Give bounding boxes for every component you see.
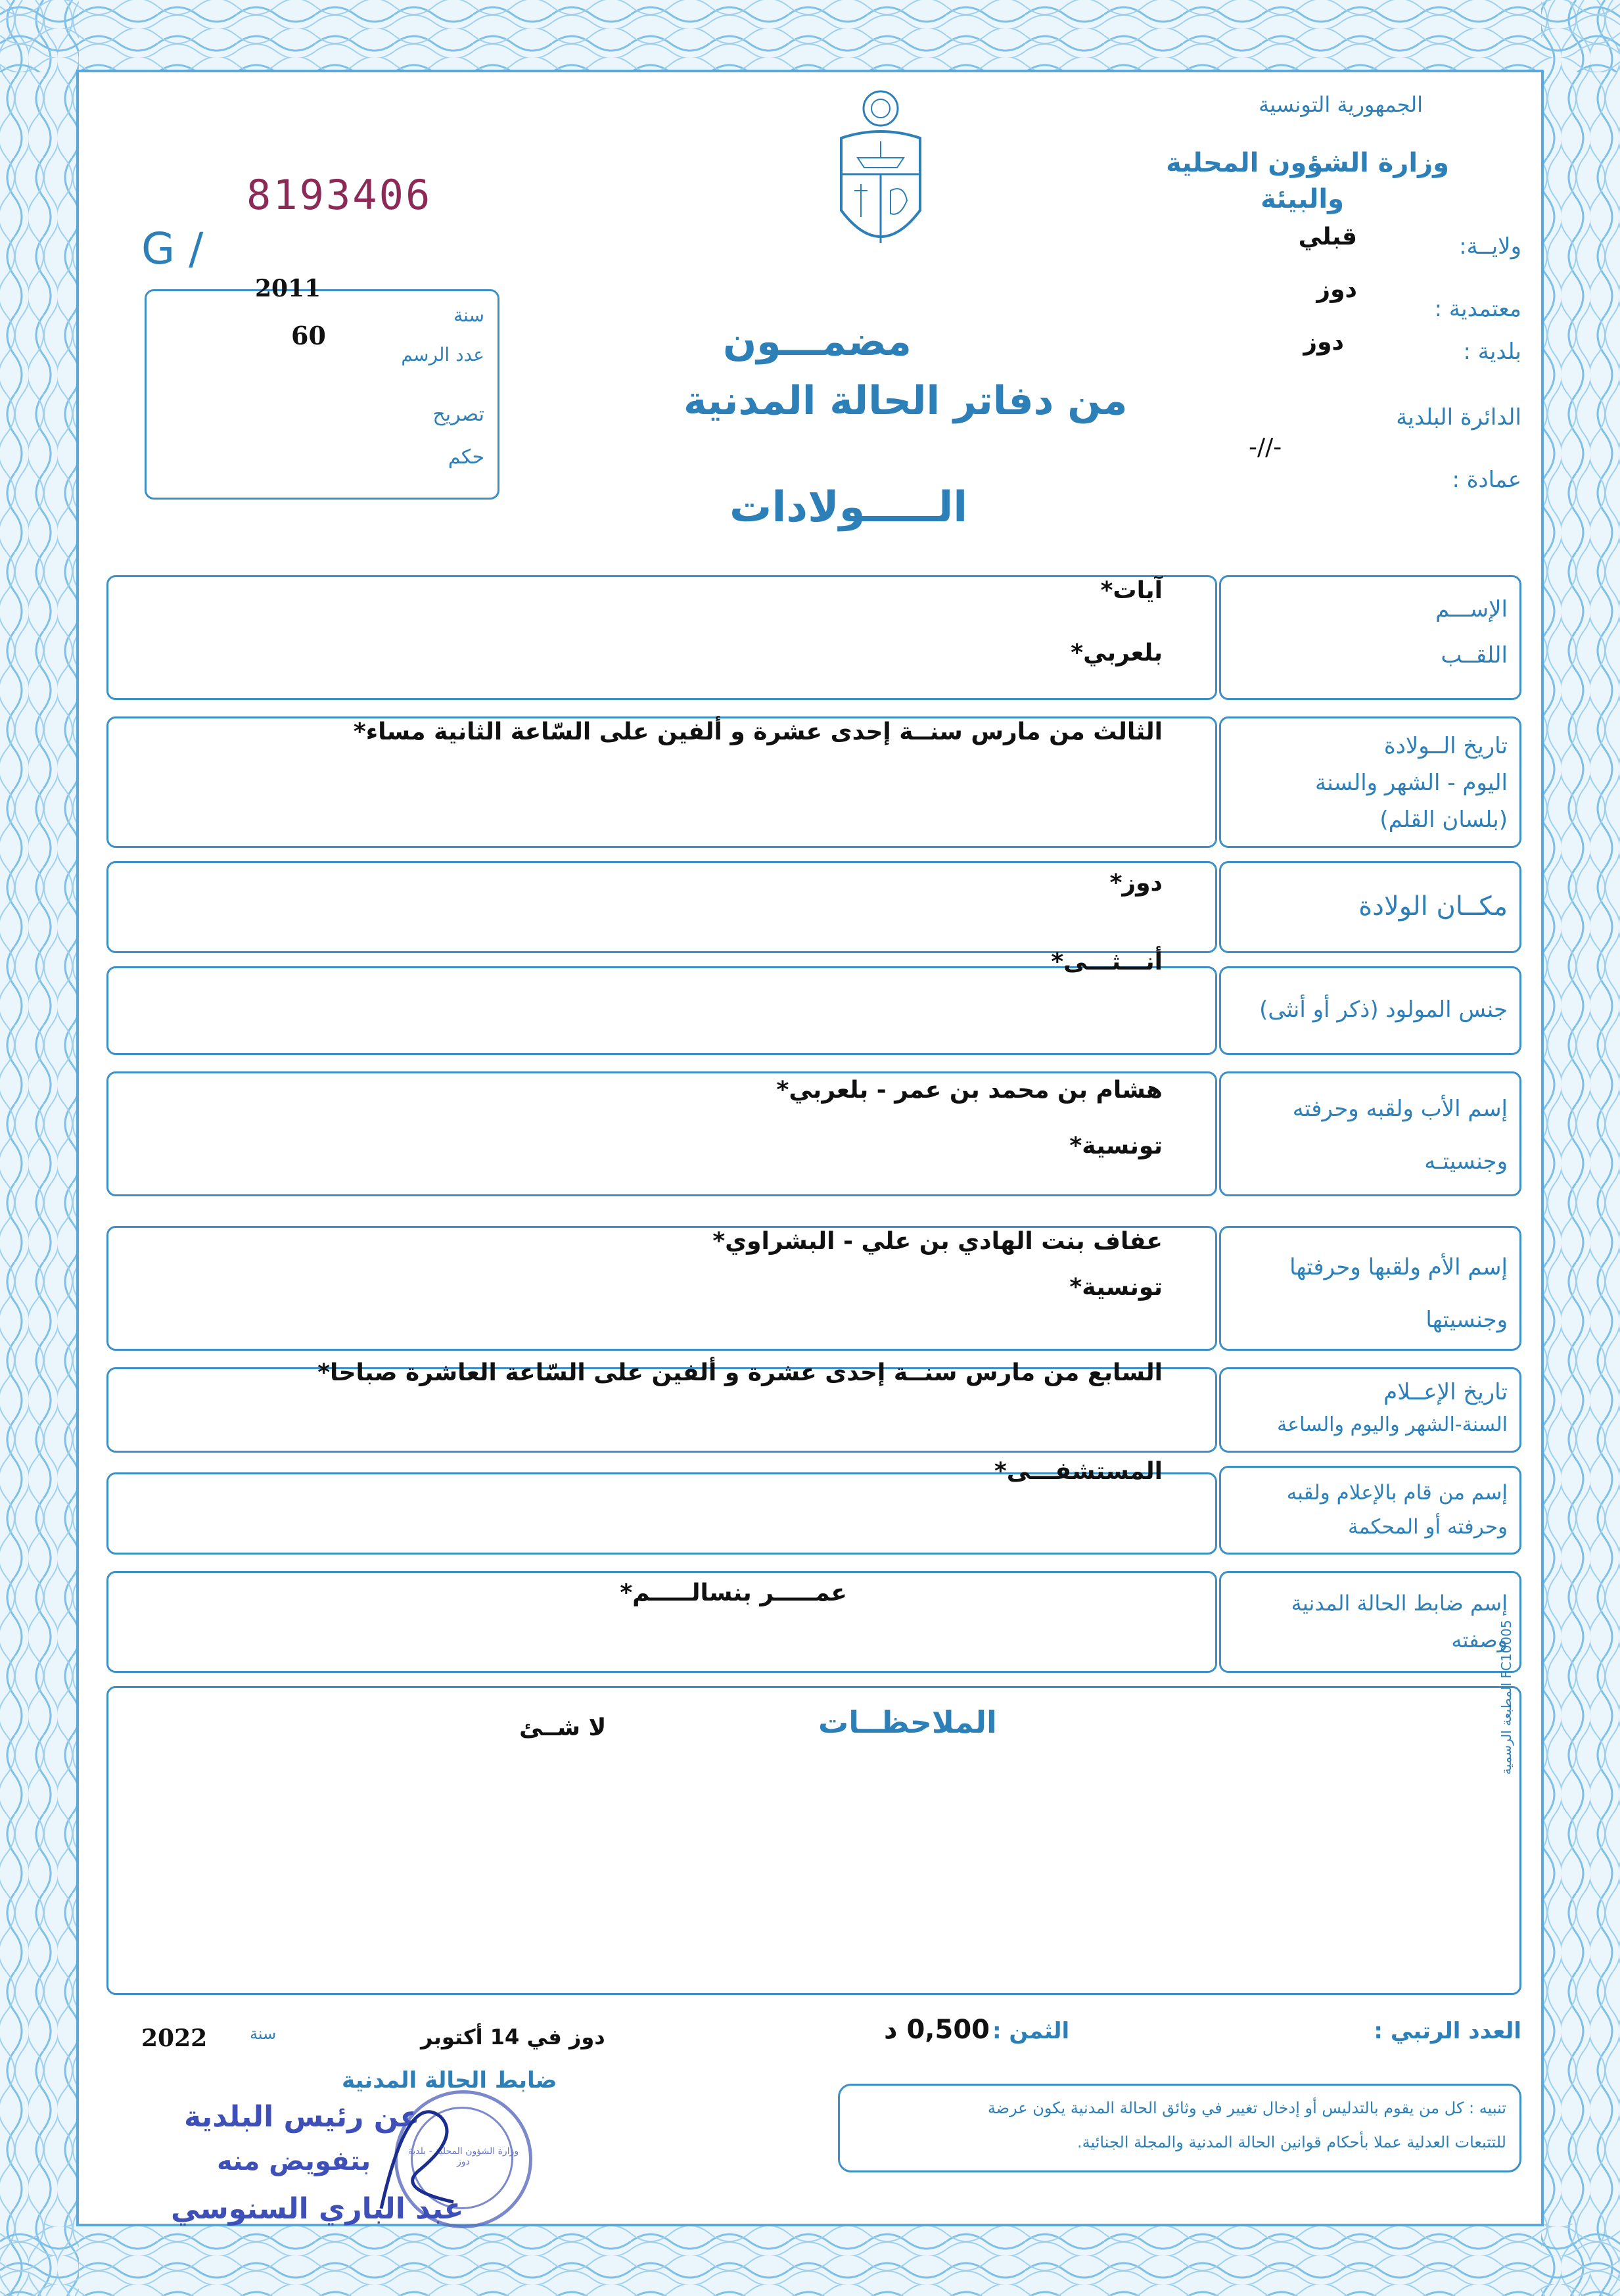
value-box-declaration-date bbox=[106, 1359, 1217, 1453]
serial-number: 8193406 bbox=[246, 171, 432, 219]
label-father-nationality: وجنسيتـه bbox=[1424, 1148, 1508, 1175]
mutamadiya-label: معتمدية : bbox=[1434, 296, 1521, 322]
wilaya-label: ولايــة: bbox=[1459, 233, 1521, 260]
side-print: المطبعة الرسمية FC10005 bbox=[1498, 1620, 1514, 1775]
wilaya-value: قبلي bbox=[1298, 223, 1357, 250]
value-surname: بلعربي* bbox=[1071, 640, 1163, 667]
label-box-father bbox=[1219, 1071, 1521, 1196]
label-box-declarant bbox=[1219, 1466, 1521, 1555]
stamp-line3: عبد الباري السنوسي bbox=[171, 2192, 464, 2226]
label-box-birth-place bbox=[1219, 861, 1521, 953]
notice-line1: تنبيه : كل من يقوم بالتدليس أو إدخال تغيير في وثائق الحالة المدنية يكون عرضة bbox=[987, 2099, 1506, 2117]
value-mother: عفاف بنت الهادي بن علي - البشراوي* bbox=[712, 1228, 1163, 1255]
value-box-father bbox=[106, 1071, 1217, 1196]
label-box-sex bbox=[1219, 966, 1521, 1055]
label-box-officer bbox=[1219, 1571, 1521, 1673]
footer-serial-label: العدد الرتبي : bbox=[1374, 2018, 1521, 2044]
reg-year-label: سنة bbox=[453, 304, 484, 326]
reg-number-value: 60 bbox=[291, 321, 326, 350]
label-box-declaration-date bbox=[1219, 1367, 1521, 1453]
mutamadiya-value: دوز bbox=[1316, 276, 1357, 303]
value-declaration-date: السابع من مارس سنــة إحدى عشرة و ألفين على السّاعة العاشرة صباحا* bbox=[317, 1359, 1163, 1386]
value-father-nationality: تونسية* bbox=[1069, 1133, 1163, 1160]
label-birth-place: مكــان الولادة bbox=[1358, 891, 1508, 922]
seal-text: وزارة الشؤون المحلية - بلدية دوز bbox=[407, 2146, 519, 2167]
label-birth-date-sub: اليوم - الشهر والسنة bbox=[1315, 770, 1508, 796]
label-officer: إسم ضابط الحالة المدنية bbox=[1291, 1591, 1508, 1616]
label-surname: اللقــب bbox=[1441, 642, 1508, 668]
label-declarant: إسم من قام بالإعلام ولقبه bbox=[1286, 1481, 1508, 1505]
title-line2: من دفاتر الحالة المدنية bbox=[683, 378, 1128, 424]
value-birth-date: الثالث من مارس سنــة إحدى عشرة و ألفين على السّاعة الثانية مساء* bbox=[353, 718, 1163, 745]
stamp-line2: بتفويض منه bbox=[217, 2146, 371, 2176]
footer-officer-title: ضابط الحالة المدنية bbox=[342, 2067, 557, 2094]
reg-year-value: 2011 bbox=[255, 275, 321, 302]
daira-value: -//- bbox=[1249, 434, 1282, 461]
label-birth-date: تاريخ الــولادة bbox=[1383, 733, 1508, 759]
notice-box bbox=[838, 2084, 1521, 2172]
value-mother-nationality: تونسية* bbox=[1069, 1274, 1163, 1301]
footer-place-date: دوز في 14 أكتوبر bbox=[421, 2025, 605, 2050]
remarks-label: الملاحظــات bbox=[818, 1704, 997, 1740]
label-name: الإســـم bbox=[1435, 596, 1508, 622]
coat-of-arms-icon bbox=[822, 85, 940, 269]
footer-price-label: الثمن : bbox=[992, 2018, 1070, 2044]
registration-box bbox=[145, 275, 499, 500]
daira-label: الدائرة البلدية bbox=[1396, 404, 1521, 431]
value-box-birth-place bbox=[106, 861, 1217, 953]
handwritten-signature bbox=[368, 2077, 473, 2222]
remarks-value: لا شــئ bbox=[519, 1714, 607, 1741]
value-officer: عمـــــر بنسالـــــم* bbox=[620, 1580, 847, 1606]
label-box-mother bbox=[1219, 1226, 1521, 1351]
label-declarant-sub: وحرفته أو المحكمة bbox=[1348, 1515, 1508, 1539]
value-box-declarant bbox=[106, 1458, 1217, 1555]
value-sex: أنـــثـــى* bbox=[1051, 949, 1163, 975]
value-declarant: المستشفـــى* bbox=[994, 1458, 1163, 1485]
value-box-birth-date bbox=[106, 716, 1217, 848]
notice-line2: للتتبعات العدلية عملا بأحكام قوانين الحالة المدنية والمجلة الجنائية. bbox=[1077, 2133, 1506, 2151]
label-box-birth-date bbox=[1219, 716, 1521, 848]
reg-number-label: عدد الرسم bbox=[401, 344, 484, 365]
value-first-name: آيات* bbox=[1100, 577, 1163, 604]
ministry-line1: وزارة الشؤون المحلية bbox=[1166, 148, 1449, 178]
label-birth-date-note: (بلسان القلم) bbox=[1379, 807, 1508, 833]
label-declaration-date-sub: السنة-الشهر واليوم والساعة bbox=[1277, 1413, 1508, 1436]
declaration-label: تصريح bbox=[432, 403, 484, 426]
value-box-name bbox=[106, 575, 1217, 700]
label-box-name bbox=[1219, 575, 1521, 700]
stamp-line1: عن رئيس البلدية bbox=[184, 2100, 420, 2134]
remarks-box bbox=[106, 1686, 1521, 1995]
value-box-mother bbox=[106, 1226, 1217, 1351]
label-sex: جنس المولود (ذكر أو أنثى) bbox=[1259, 996, 1508, 1023]
label-mother: إسم الأم ولقبها وحرفتها bbox=[1289, 1254, 1508, 1280]
ministry-line2: والبيئة bbox=[1261, 184, 1344, 214]
value-father: هشام بن محمد بن عمر - بلعربي* bbox=[776, 1077, 1163, 1104]
label-officer-sub: وصفته bbox=[1451, 1628, 1508, 1652]
series-prefix: G / bbox=[141, 223, 204, 274]
title-line1: مضمـــون bbox=[723, 319, 912, 365]
value-box-sex bbox=[106, 949, 1217, 1055]
label-father: إسم الأب ولقبه وحرفته bbox=[1292, 1096, 1508, 1122]
value-box-officer bbox=[106, 1571, 1217, 1673]
republic-label: الجمهورية التونسية bbox=[1259, 92, 1423, 117]
footer-year-value: 2022 bbox=[141, 2025, 208, 2052]
value-birth-place: دوز* bbox=[1109, 870, 1163, 897]
judgment-label: حكم bbox=[448, 446, 484, 469]
imada-label: عمادة : bbox=[1452, 467, 1521, 493]
footer-price-value: 0,500 د bbox=[884, 2015, 990, 2045]
baladiya-value: دوز bbox=[1303, 329, 1344, 356]
label-mother-nationality: وجنسيتها bbox=[1425, 1307, 1508, 1333]
label-declaration-date: تاريخ الإعــلام bbox=[1383, 1379, 1508, 1405]
footer-year-label: سنة bbox=[250, 2025, 277, 2043]
baladiya-label: بلدية : bbox=[1463, 339, 1521, 365]
title-line3: الـــــولادات bbox=[729, 483, 968, 532]
